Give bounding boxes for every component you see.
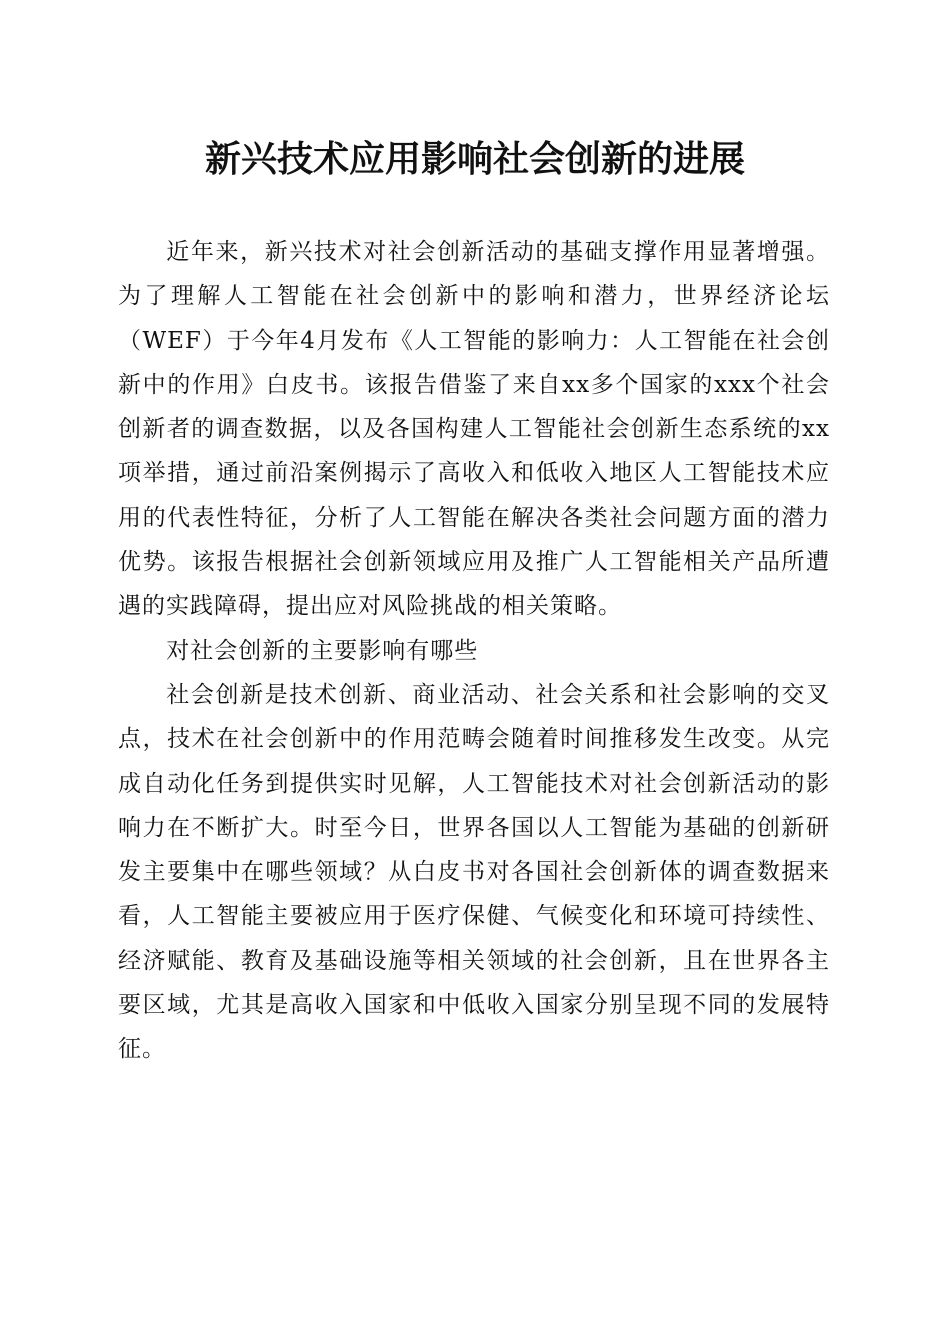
paragraph-intro: 近年来，新兴技术对社会创新活动的基础支撑作用显著增强。为了理解人工智能在社会创新中的影响和潜力，世界经济论坛（WEF）于今年4月发布《人工智能的影响力：人工智能在社会创新中的作用》白皮书。该报告借鉴了来自xx多个国家的xxx个社会创新者的调查数据，以及各国构建人工智能社会创新生态系统的xx项举措，通过前沿案例揭示了高收入和低收入地区人工智能技术应用的代表性特征，分析了人工智能在解决各类社会问题方面的潜力优势。该报告根据社会创新领域应用及推广人工智能相关产品所遭遇的实践障碍，提出应对风险挑战的相关策略。: [118, 239, 830, 620]
section-heading: 对社会创新的主要影响有哪些: [166, 637, 479, 664]
page-title: 新兴技术应用影响社会创新的进展: [204, 138, 745, 180]
paragraph-impact: 社会创新是技术创新、商业活动、社会关系和社会影响的交叉点，技术在社会创新中的作用范畴会随着时间推移发生改变。从完成自动化任务到提供实时见解，人工智能技术对社会创新活动的影响力在不断扩大。时至今日，世界各国以人工智能为基础的创新研发主要集中在哪些领域？从白皮书对各国社会创新体的调查数据来看，人工智能主要被应用于医疗保健、气候变化和环境可持续性、经济赋能、教育及基础设施等相关领域的社会创新，且在世界各主要区域，尤其是高收入国家和中低收入国家分别呈现不同的发展特征。: [118, 681, 830, 1063]
document-body: [118, 230, 830, 1072]
